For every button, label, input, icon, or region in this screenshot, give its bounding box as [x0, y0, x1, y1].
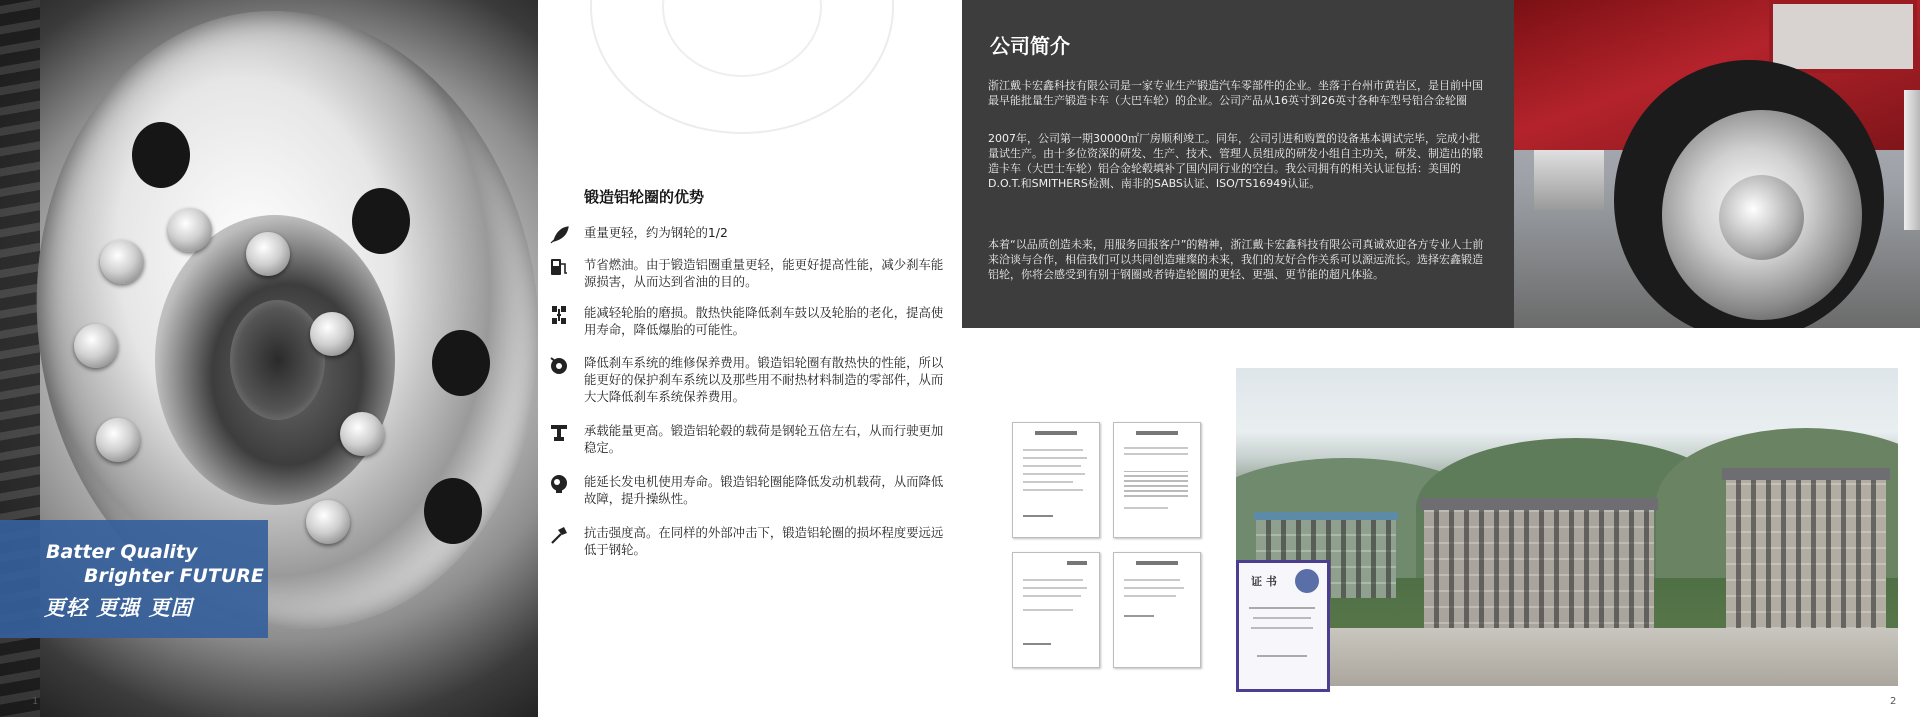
advantage-text: 节省燃油。由于锻造铝圈重量更轻，能更好提高性能，减少刹车能源损害，从而达到省油的目的。	[584, 257, 944, 289]
lug-nut	[168, 208, 212, 252]
company-intro-title: 公司简介	[990, 34, 1070, 58]
factory-photo	[1236, 368, 1898, 686]
ghost-wheel-watermark	[590, 0, 894, 134]
lug-nut	[306, 500, 350, 544]
rim-vent-hole	[132, 122, 190, 188]
intro-paragraph: 浙江戴卡宏鑫科技有限公司是一家专业生产锻造汽车零部件的企业。坐落于台州市黄岩区，是目前中国最早能批量生产锻造卡车（大巴车轮）的企业。公司产品从16英寸到26英寸各种车型号铝合金轮圈	[988, 79, 1483, 107]
hammer-icon	[548, 524, 570, 546]
advantage-text: 能减轻轮胎的磨损。散热快能降低刹车鼓以及轮胎的老化，提高使用寿命，降低爆胎的可能性。	[584, 305, 944, 337]
certificate-document	[1113, 422, 1201, 538]
certificate-inset	[1236, 560, 1330, 692]
brake-icon	[548, 354, 570, 376]
tagline-chinese: 更轻 更强 更固	[44, 596, 193, 620]
lug-nut	[310, 312, 354, 356]
certificate-document	[1113, 552, 1201, 668]
load-icon	[548, 422, 570, 444]
feather-icon	[548, 224, 570, 246]
advantage-text: 抗击强度高。在同样的外部冲击下，锻造铝轮圈的损坏程度要远远低于钢轮。	[584, 525, 944, 557]
office-roof	[1420, 498, 1658, 510]
engine-icon	[548, 473, 570, 495]
certificate-document	[1012, 552, 1100, 668]
advantage-text: 能延长发电机使用寿命。锻造铝轮圈能降低发动机载荷，从而降低故障，提升操纵性。	[584, 474, 944, 506]
certificate-seal	[1295, 569, 1319, 593]
lug-nut	[96, 418, 140, 462]
rim-vent-hole	[424, 478, 482, 544]
truck-window	[1769, 0, 1917, 73]
intro-paragraph: 2007年，公司第一期30000㎡厂房顺利竣工。同年，公司引进和购置的设备基本调试完毕，完成小批量试生产。由十多位资深的研发、生产、技术、管理人员组成的研发小组自主功关，研发、制造出的锻造卡车（大巴士车轮）铝合金轮毂填补了国内同行业的空白。我公司拥有的相关认证包括：美国的D.O.T.和SMITHERS检测、南非的SABS认证、ISO/TS16949认证。	[988, 132, 1483, 190]
tire-icon	[548, 304, 570, 326]
rim-center-cap	[230, 300, 325, 420]
office-building	[1424, 508, 1654, 638]
advantage-text: 降低刹车系统的维修保养费用。锻造铝轮圈有散热快的性能，所以能更好的保护刹车系统以及那些用不耐热材料制造的零部件，从而大大降低刹车系统保养费用。	[584, 355, 944, 404]
lug-nut	[340, 412, 384, 456]
rim-vent-hole	[352, 188, 410, 254]
factory-roof	[1254, 512, 1398, 520]
lug-nut	[100, 240, 144, 284]
advantage-text: 承载能量更高。锻造铝轮毂的载荷是钢轮五倍左右，从而行驶更加稳定。	[584, 423, 944, 455]
factory-road	[1236, 628, 1898, 686]
advantage-text: 重量更轻，约为钢轮的1/2	[584, 225, 728, 240]
tagline-english-2: Brighter FUTURE	[84, 565, 264, 587]
rim-vent-hole	[432, 330, 490, 396]
lug-nut	[246, 232, 290, 276]
truck-wheel-hub	[1719, 175, 1804, 260]
tagline-english-1: Batter Quality	[46, 541, 198, 563]
certificate-inset-title: 证 书	[1251, 575, 1277, 588]
intro-paragraph: 本着“以品质创造未来，用服务回报客户”的精神，浙江戴卡宏鑫科技有限公司真诚欢迎各方专业人士前来洽谈与合作，相信我们可以共同创造璀璨的未来，我们的友好合作关系可以源远流长。选择宏鑫锻造铝轮，你将会感受到有别于钢圈或者铸造轮圈的更轻、更强、更节能的超凡体验。	[988, 238, 1484, 281]
page-number: 1	[32, 696, 39, 707]
page-number: 2	[1890, 696, 1897, 707]
fuel-pump-icon	[548, 256, 570, 278]
office-roof	[1722, 468, 1890, 480]
lug-nut	[74, 324, 118, 368]
advantages-title: 锻造铝轮圈的优势	[584, 188, 705, 206]
certificate-document	[1012, 422, 1100, 538]
office-building	[1726, 478, 1886, 643]
truck-step	[1534, 150, 1604, 210]
truck-wheel-photo	[1514, 0, 1920, 328]
truck-chrome-trim	[1904, 90, 1920, 230]
